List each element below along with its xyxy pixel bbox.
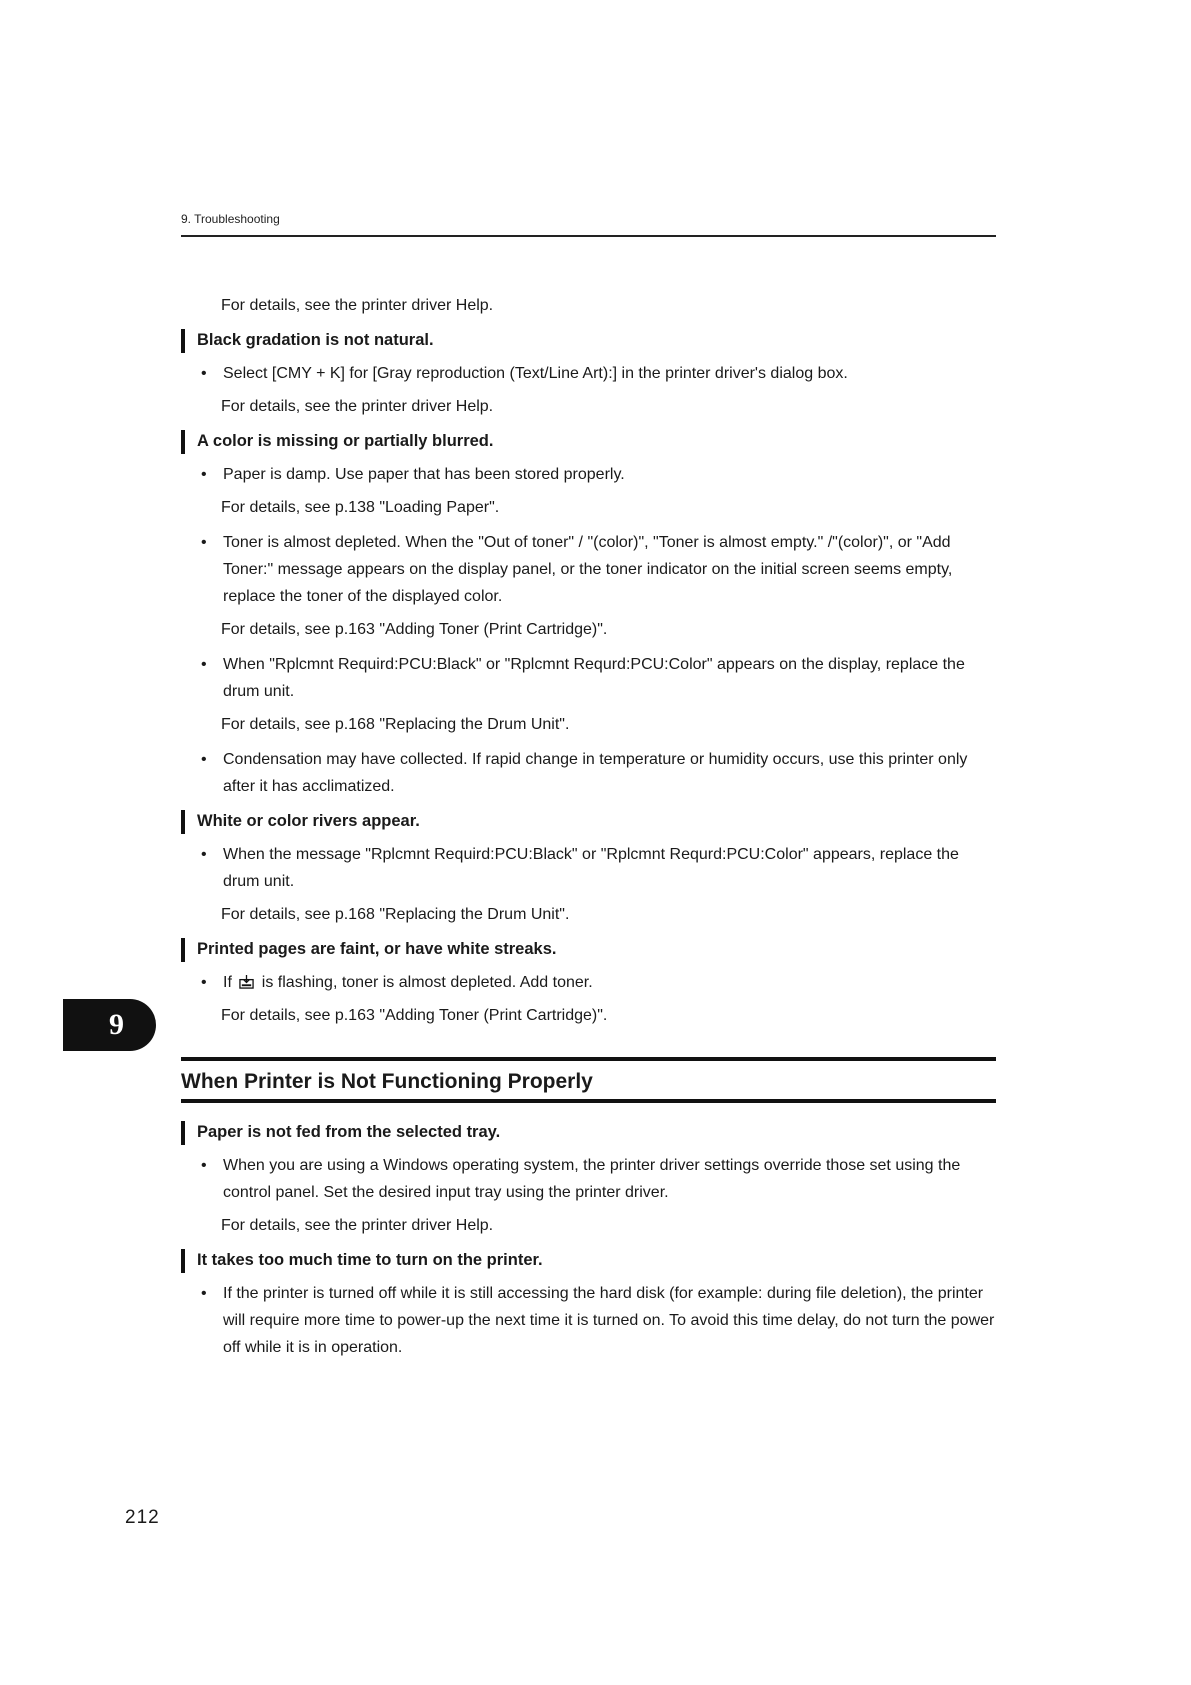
intro-note: For details, see the printer driver Help.: [221, 297, 494, 314]
problem-heading: [181, 808, 996, 835]
reference-note: For details, see the printer driver Help.: [221, 398, 494, 415]
heading-text: Paper is not fed from the selected tray.: [197, 1123, 501, 1141]
section-title: When Printer is Not Functioning Properly: [181, 1070, 593, 1093]
problem-list-a: [181, 327, 996, 928]
bullet-item: [221, 969, 996, 996]
reference-note: For details, see p.138 "Loading Paper".: [221, 499, 500, 516]
reference-note: For details, see p.163 "Adding Toner (Print Cartridge)".: [221, 1007, 608, 1024]
problem-heading: [181, 936, 996, 963]
bullet-item: • When "Rplcmnt Requird:PCU:Black" or "Rplcmnt Requrd:PCU:Color" appears on the display, replace the drum unit.: [221, 651, 996, 705]
bullet-text-prefix: If: [223, 974, 232, 991]
reference-note: For details, see the printer driver Help.: [221, 1217, 494, 1234]
bullet-text-suffix: is flashing, toner is almost depleted. Add toner.: [261, 974, 593, 991]
section-bottom-rule: [181, 1099, 996, 1103]
page-number: 212: [125, 1507, 160, 1528]
bullet-list: [181, 360, 996, 387]
heading-text: It takes too much time to turn on the printer.: [197, 1251, 543, 1269]
main-content: [181, 292, 996, 1367]
bullet-list: [181, 746, 996, 800]
problem-heading: [181, 1119, 996, 1146]
bullet-list: [181, 841, 996, 895]
toner-indicator-icon: [239, 974, 254, 989]
bullet-list: [181, 969, 996, 996]
reference-note: For details, see p.168 "Replacing the Drum Unit".: [221, 716, 570, 733]
bullet-item: • Paper is damp. Use paper that has been stored properly.: [221, 461, 996, 488]
chapter-number: 9: [109, 1008, 124, 1041]
heading-text: Black gradation is not natural.: [197, 331, 434, 349]
reference-note: For details, see p.168 "Replacing the Drum Unit".: [221, 906, 570, 923]
heading-text: A color is missing or partially blurred.: [197, 432, 494, 450]
problem-heading: [181, 428, 996, 455]
bullet-item: • Select [CMY + K] for [Gray reproduction (Text/Line Art):] in the printer driver's dialog box.: [221, 360, 996, 387]
running-head: 9. Troubleshooting: [181, 212, 280, 226]
bullet-list: [181, 1280, 996, 1361]
bullet-item: • When the message "Rplcmnt Requird:PCU:Black" or "Rplcmnt Requrd:PCU:Color" appears, replace the drum unit.: [221, 841, 996, 895]
bullet-item: • When you are using a Windows operating system, the printer driver settings override those set using the control panel. Set the desired input tray using the printer driver.: [221, 1152, 996, 1206]
section-header: [181, 1057, 996, 1103]
heading-bar: [181, 329, 185, 353]
bullet-item: • Toner is almost depleted. When the "Out of toner" / "(color)", "Toner is almost empty." /"(color)", or "Add Toner:" message appears on the display panel, or the toner indicator on the initial screen seems empty, replace the toner of the displayed color.: [221, 529, 996, 610]
chapter-tab: [63, 999, 156, 1051]
heading-bar: [181, 810, 185, 834]
bullet-item: • If the printer is turned off while it is still accessing the hard disk (for example: during file deletion), the printer will require more time to power-up the next time it is turned on. To avoid this time delay, do not turn the power off while it is in operation.: [221, 1280, 996, 1361]
bullet-item: • Condensation may have collected. If rapid change in temperature or humidity occurs, use this printer only after it has acclimatized.: [221, 746, 996, 800]
bullet-list: [181, 1152, 996, 1206]
reference-note: For details, see p.163 "Adding Toner (Print Cartridge)".: [221, 621, 608, 638]
bullet-list: [181, 461, 996, 488]
heading-bar: [181, 938, 185, 962]
problem-heading: [181, 327, 996, 354]
heading-bar: [181, 1121, 185, 1145]
heading-bar: [181, 430, 185, 454]
problem-list-b: [181, 1119, 996, 1361]
heading-text: White or color rivers appear.: [197, 812, 420, 830]
heading-text: Printed pages are faint, or have white streaks.: [197, 940, 557, 958]
problem-heading: [181, 1247, 996, 1274]
heading-bar: [181, 1249, 185, 1273]
bullet-list: [181, 529, 996, 610]
header-rule: [181, 235, 996, 237]
bullet-list: [181, 651, 996, 705]
